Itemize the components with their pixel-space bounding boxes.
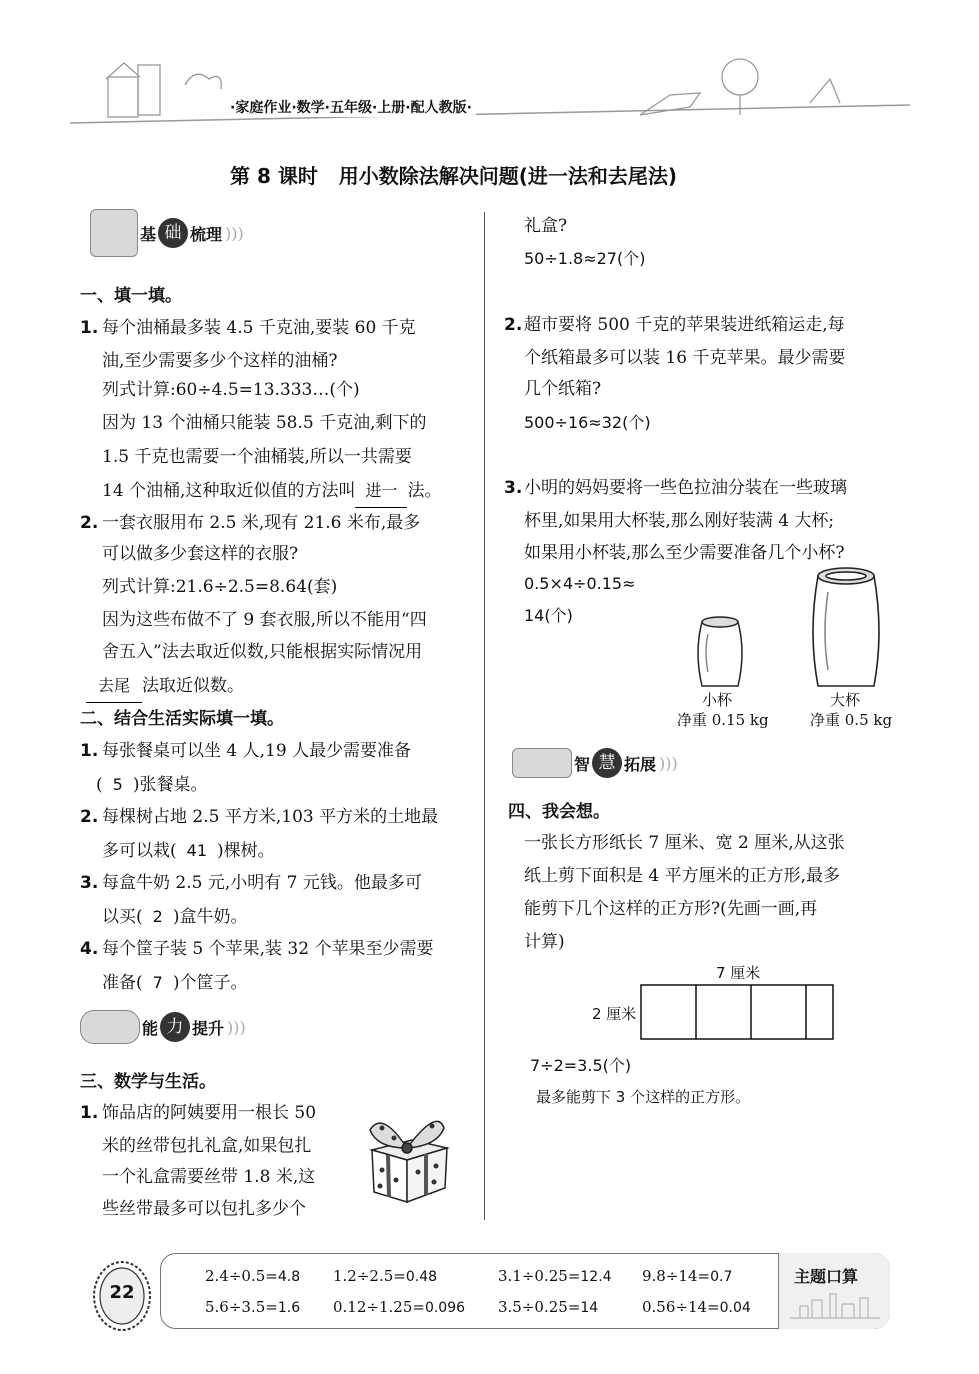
section-1-title: 一、填一填。 bbox=[80, 286, 182, 306]
s2q1-line2 bbox=[96, 768, 207, 802]
q2-line1: 一套衣服用布 2.5 米,现有 21.6 米布,最多 bbox=[102, 513, 421, 533]
q1-line2: 油,至少需要多少个这样的油桶? bbox=[102, 351, 338, 371]
s2q4-open: 准备( bbox=[102, 973, 143, 993]
banner-wisdom-icon bbox=[512, 748, 572, 778]
r-continued-line: 礼盒? bbox=[524, 216, 568, 236]
r-q3-answer-1: 0.5×4÷0.15≈ bbox=[524, 574, 636, 593]
page-number: 22 bbox=[109, 1282, 135, 1303]
s2q2-open: 多可以栽( bbox=[102, 841, 177, 861]
calc-1-q: 2.4÷0.5= bbox=[205, 1267, 278, 1285]
figure-top-label: 7 厘米 bbox=[716, 964, 761, 982]
big-cup-icon bbox=[808, 562, 884, 692]
calc-item-1 bbox=[205, 1267, 300, 1285]
s2q2-line1: 每棵树占地 2.5 平方米,103 平方米的土地最 bbox=[102, 807, 439, 827]
s2q4-line1: 每个筐子装 5 个苹果,装 32 个苹果至少需要 bbox=[102, 939, 434, 959]
s4-line1: 一张长方形纸长 7 厘米、宽 2 厘米,从这张 bbox=[524, 833, 845, 853]
banner-basics-t3: 梳理 bbox=[190, 224, 223, 244]
s4-line4: 计算) bbox=[524, 932, 565, 952]
banner-ability-icon bbox=[80, 1010, 140, 1044]
s2q1-close: )张餐桌。 bbox=[132, 775, 208, 795]
q1-answer: 进一 bbox=[355, 474, 407, 508]
calc-5-q: 5.6÷3.5= bbox=[205, 1298, 278, 1316]
q2-line6 bbox=[86, 669, 244, 703]
calc-7-a: 14 bbox=[580, 1300, 599, 1316]
calc-5-a: 1.6 bbox=[277, 1300, 301, 1316]
banner-ability-t3: 提升 bbox=[192, 1018, 225, 1038]
r-q3-line1: 小明的妈妈要将一些色拉油分装在一些玻璃 bbox=[524, 478, 847, 498]
q2-line2: 可以做多少套这样的衣服? bbox=[102, 544, 299, 564]
small-cup-label: 小杯 bbox=[702, 691, 733, 709]
banner-basics-icon bbox=[90, 209, 138, 257]
r-q2-answer: 500÷16≈32(个) bbox=[524, 413, 651, 432]
calc-8-q: 0.56÷14= bbox=[642, 1298, 720, 1316]
calc-3-a: 12.4 bbox=[580, 1269, 612, 1285]
s2q3-num: 3. bbox=[80, 873, 99, 893]
calc-4-a: 0.7 bbox=[710, 1269, 733, 1285]
rectangle-figure bbox=[640, 984, 836, 1042]
q1-num: 1. bbox=[80, 318, 99, 338]
calc-4-q: 9.8÷14= bbox=[642, 1267, 711, 1285]
calc-item-7 bbox=[498, 1298, 598, 1316]
s2q1-line1: 每张餐桌可以坐 4 人,19 人最少需要准备 bbox=[102, 741, 412, 761]
banner-ability bbox=[80, 1012, 246, 1042]
s2q4-answer: 7 bbox=[152, 973, 163, 992]
calc-6-a: 0.096 bbox=[424, 1300, 466, 1316]
section-2-title: 二、结合生活实际填一填。 bbox=[80, 709, 284, 729]
figure-left-label: 2 厘米 bbox=[592, 1005, 637, 1023]
q1-line3: 列式计算:60÷4.5=13.333…(个) bbox=[102, 380, 360, 400]
calc-2-q: 1.2÷2.5= bbox=[333, 1267, 406, 1285]
banner-wisdom-t2: 慧 bbox=[592, 748, 622, 778]
r-q3-num: 3. bbox=[504, 478, 523, 498]
section-4-title: 四、我会想。 bbox=[508, 802, 610, 822]
s3q1-line2: 米的丝带包扎礼盒,如果包扎 bbox=[102, 1136, 312, 1156]
r-q2-line3: 几个纸箱? bbox=[524, 379, 602, 399]
s2q4-line2 bbox=[102, 966, 247, 1000]
banner-basics-arcs: ))) bbox=[225, 223, 244, 243]
s3q1-line1: 饰品店的阿姨要用一根长 50 bbox=[102, 1103, 317, 1123]
calc-item-2 bbox=[333, 1267, 437, 1285]
gift-box-illustration bbox=[352, 1100, 462, 1210]
calc-item-3 bbox=[498, 1267, 612, 1285]
calc-6-q: 0.12÷1.25= bbox=[333, 1298, 425, 1316]
s3q1-line4: 些丝带最多可以包扎多少个 bbox=[102, 1199, 306, 1219]
small-cup-weight: 净重 0.15 kg bbox=[677, 711, 769, 729]
banner-wisdom bbox=[512, 748, 678, 778]
calc-7-q: 3.5÷0.25= bbox=[498, 1298, 581, 1316]
big-cup-weight: 净重 0.5 kg bbox=[810, 711, 893, 729]
banner-basics bbox=[90, 218, 244, 248]
s2q3-close: )盒牛奶。 bbox=[172, 907, 248, 927]
q1-line1: 每个油桶最多装 4.5 千克油,要装 60 千克 bbox=[102, 318, 416, 338]
s2q2-num: 2. bbox=[80, 807, 99, 827]
s2q3-line1: 每盒牛奶 2.5 元,小明有 7 元钱。他最多可 bbox=[102, 873, 422, 893]
q1-line6-text: 14 个油桶,这种取近似值的方法叫 bbox=[102, 481, 356, 501]
q1-line6-end: 法。 bbox=[407, 481, 442, 501]
skyline-decoration bbox=[790, 1290, 880, 1320]
q2-line4: 因为这些布做不了 9 套衣服,所以不能用“四 bbox=[102, 610, 427, 630]
page-title: 第 8 课时 用小数除法解决问题(进一法和去尾法) bbox=[230, 164, 678, 188]
r-q3-line3: 如果用小杯装,那么至少需要准备几个小杯? bbox=[524, 543, 845, 563]
q1-line6 bbox=[102, 474, 441, 508]
s2q2-answer: 41 bbox=[186, 841, 207, 860]
banner-basics-t2: 础 bbox=[158, 218, 188, 248]
calc-item-6 bbox=[333, 1298, 465, 1316]
s2q3-line2 bbox=[102, 900, 247, 934]
small-cup-icon bbox=[694, 612, 746, 692]
column-divider bbox=[484, 212, 485, 1220]
s2q3-answer: 2 bbox=[152, 907, 163, 926]
calc-1-a: 4.8 bbox=[277, 1269, 301, 1285]
s2q1-open: ( bbox=[96, 775, 103, 795]
banner-ability-t2: 力 bbox=[160, 1012, 190, 1042]
calc-3-q: 3.1÷0.25= bbox=[498, 1267, 581, 1285]
s2q3-open: 以买( bbox=[102, 907, 143, 927]
s2q1-num: 1. bbox=[80, 741, 99, 761]
calc-item-5 bbox=[205, 1298, 300, 1316]
q2-answer: 去尾 bbox=[86, 669, 142, 703]
q1-line4: 因为 13 个油桶只能装 58.5 千克油,剩下的 bbox=[102, 413, 427, 433]
banner-wisdom-arcs: ))) bbox=[659, 753, 678, 773]
s4-answer-2: 最多能剪下 3 个这样的正方形。 bbox=[536, 1088, 751, 1106]
mental-math-label: 主题口算 bbox=[794, 1267, 859, 1286]
r-q3-answer-2: 14(个) bbox=[524, 606, 573, 625]
banner-ability-t1: 能 bbox=[142, 1018, 159, 1038]
header-series: ·家庭作业·数学·五年级·上册·配人教版· bbox=[226, 97, 476, 117]
s3q1-num: 1. bbox=[80, 1103, 99, 1123]
banner-wisdom-t1: 智 bbox=[574, 754, 591, 774]
s2q1-answer: 5 bbox=[112, 775, 123, 794]
big-cup-label: 大杯 bbox=[830, 691, 861, 709]
s2q2-close: )棵树。 bbox=[217, 841, 275, 861]
s2q4-close: )个筐子。 bbox=[172, 973, 248, 993]
q2-line3: 列式计算:21.6÷2.5=8.64(套) bbox=[102, 577, 338, 597]
r-q3-line2: 杯里,如果用大杯装,那么刚好装满 4 大杯; bbox=[524, 511, 835, 531]
calc-2-a: 0.48 bbox=[405, 1269, 438, 1285]
banner-basics-t1: 基 bbox=[140, 224, 157, 244]
q2-line5: 舍五入”法去取近似数,只能根据实际情况用 bbox=[102, 642, 423, 662]
r-q2-line1: 超市要将 500 千克的苹果装进纸箱运走,每 bbox=[524, 315, 845, 335]
r-q1-answer: 50÷1.8≈27(个) bbox=[524, 249, 646, 268]
q1-line5: 1.5 千克也需要一个油桶装,所以一共需要 bbox=[102, 447, 412, 467]
banner-ability-arcs: ))) bbox=[227, 1017, 246, 1037]
q2-num: 2. bbox=[80, 513, 99, 533]
s4-line2: 纸上剪下面积是 4 平方厘米的正方形,最多 bbox=[524, 866, 841, 886]
calc-8-a: 0.04 bbox=[719, 1300, 751, 1316]
s2q2-line2 bbox=[102, 834, 275, 868]
s3q1-line3: 一个礼盒需要丝带 1.8 米,这 bbox=[102, 1167, 316, 1187]
r-q2-line2: 个纸箱最多可以装 16 千克苹果。最少需要 bbox=[524, 348, 846, 368]
s4-line3: 能剪下几个这样的正方形?(先画一画,再 bbox=[524, 899, 818, 919]
calc-item-8 bbox=[642, 1298, 751, 1316]
s4-answer-1: 7÷2=3.5(个) bbox=[530, 1056, 632, 1075]
header-decoration bbox=[70, 55, 910, 125]
q2-line6-end: 法取近似数。 bbox=[142, 676, 244, 696]
section-3-title: 三、数学与生活。 bbox=[80, 1072, 216, 1092]
s2q4-num: 4. bbox=[80, 939, 99, 959]
banner-wisdom-t3: 拓展 bbox=[624, 754, 657, 774]
calc-item-4 bbox=[642, 1267, 732, 1285]
r-q2-num: 2. bbox=[504, 315, 523, 335]
